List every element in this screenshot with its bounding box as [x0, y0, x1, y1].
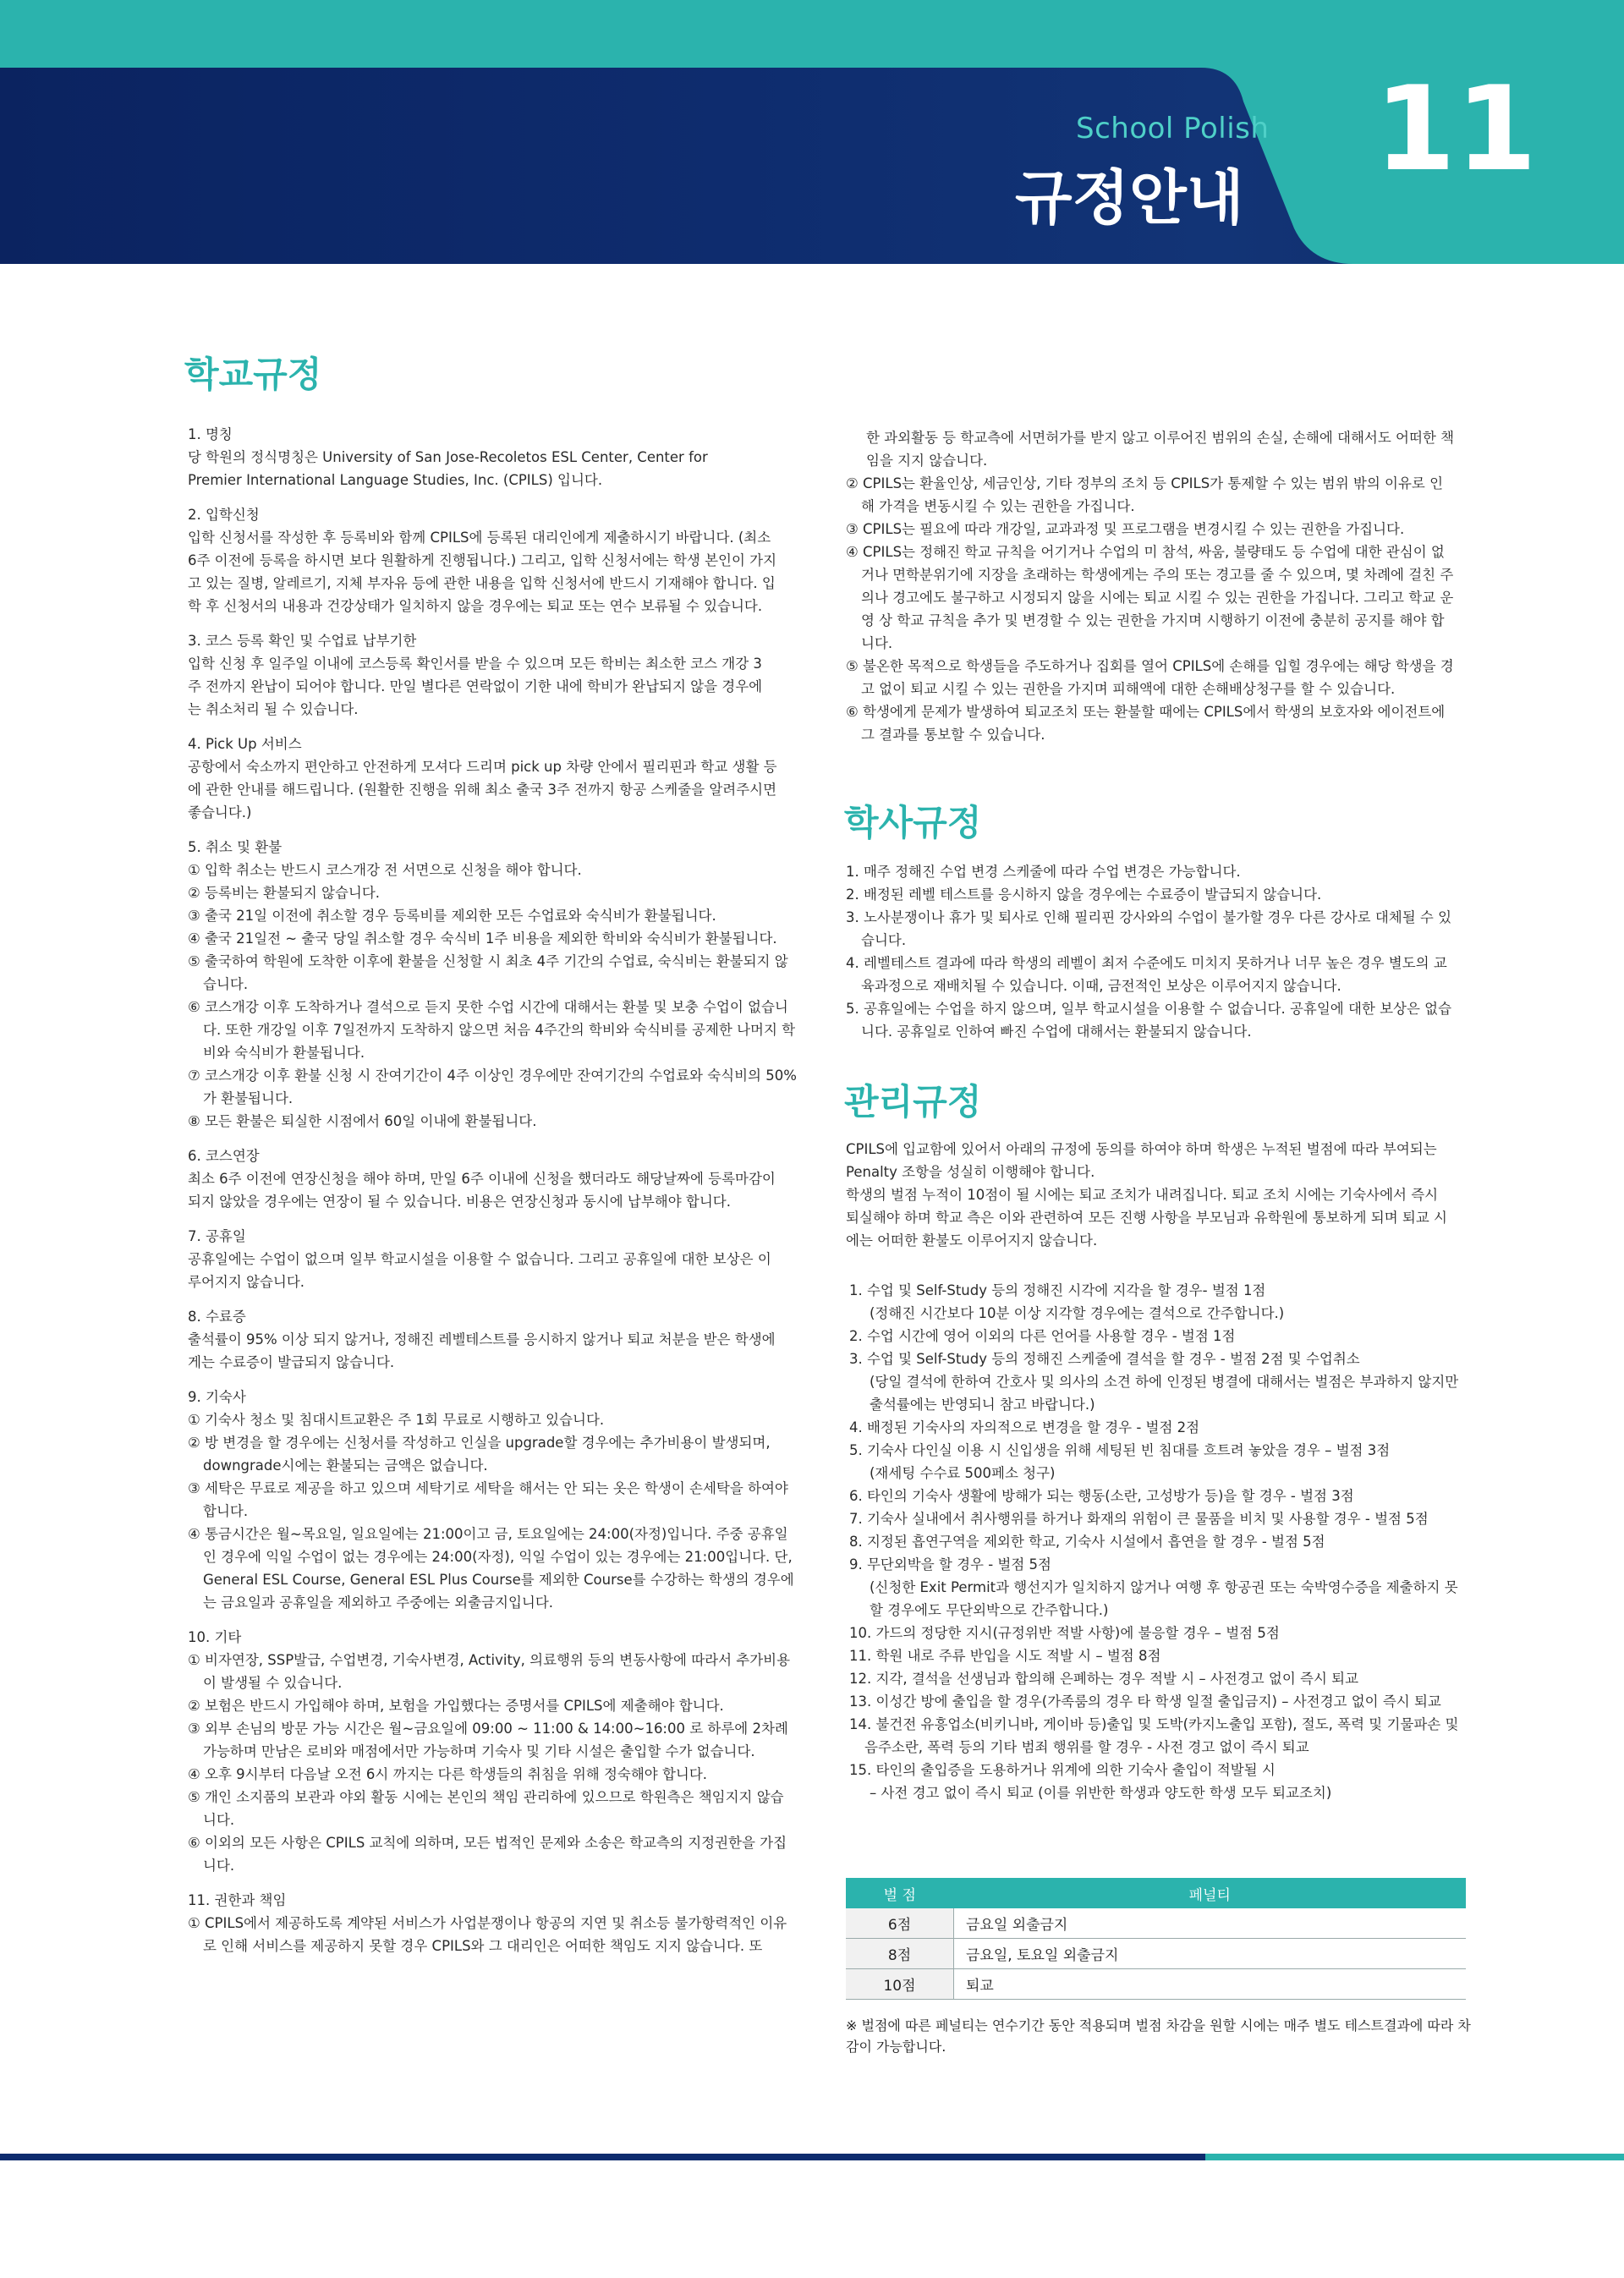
rule-text: ① 비자연장, SSP발급, 수업변경, 기숙사변경, Activity, 의료행위 등의 변동사항에 따라서 추가비용이 발생될 수 있습니다. [188, 1652, 791, 1691]
table-row [846, 1939, 1466, 1969]
rule-text: 출석률이 95% 이상 되지 않거나, 정해진 레벨테스트를 응시하지 않거나 퇴교 처분을 받은 학생에 [188, 1331, 776, 1348]
points-cell: 8점 [846, 1939, 954, 1969]
penalty-header: 페널티 [954, 1878, 1467, 1908]
rule-text: ④ 오후 9시부터 다음날 오전 6시 까지는 다른 학생들의 취침을 위해 정숙해야 합니다. [188, 1766, 708, 1782]
management-intro [846, 1138, 1455, 1252]
header-subtitle: School Polish [1076, 112, 1270, 145]
header-banner [0, 68, 1624, 264]
rule-text: 최소 6주 이전에 연장신청을 해야 하며, 만일 6주 이내에 신청을 했더라도 해당날짜에 등록마감이 [188, 1171, 776, 1187]
section-title-management: 관리규정 [844, 1081, 982, 1123]
list-item: 2. 수업 시간에 영어 이외의 다른 언어를 사용할 경우 - 벌점 1점 [849, 1328, 1236, 1344]
footer-bar-teal [1205, 2154, 1624, 2160]
rule-text: ③ CPILS는 필요에 따라 개강일, 교과과정 및 프로그램을 변경시킬 수 있는 권한을 가집니다. [846, 521, 1405, 537]
table-row [846, 1908, 1466, 1939]
list-item: 7. 기숙사 실내에서 취사행위를 하거나 화재의 위험이 큰 물품을 비치 및 사용할 경우 - 벌점 5점 [849, 1511, 1429, 1527]
rule-heading: 5. 취소 및 환불 [188, 839, 283, 855]
rule-text: ⑤ 출국하여 학원에 도착한 이후에 환불을 신청할 시 최초 4주 기간의 수업료, 숙식비는 환불되지 않습니다. [188, 953, 788, 992]
rule-text: ⑦ 코스개강 이후 환불 신청 시 잔여기간이 4주 이상인 경우에만 잔여기간의 수업료와 숙식비의 50%가 환불됩니다. [188, 1068, 797, 1106]
list-item: 2. 배정된 레벨 테스트를 응시하지 않을 경우에는 수료증이 발급되지 않습니다. [846, 886, 1322, 903]
page-number: 11 [1374, 68, 1538, 197]
list-item: 10. 가드의 정당한 지시(규정위반 적발 사항)에 불응할 경우 – 벌점 5점 [849, 1625, 1280, 1641]
rule-text: ④ 통금시간은 월~목요일, 일요일에는 21:00이고 금, 토요일에는 24:00(자정)입니다. 주중 공휴일인 경우에 익일 수업이 없는 경우에는 24:00(자정), 익일 수업이 있는 경우에는 21:00입니다. 단, General ESL Course, General ESL Plus Course를 제외한 Course를 수강하는 학생의 경우에는 금요일과 공휴일을 제외하고 주중에는 외출금지입니다. [188, 1526, 794, 1611]
rule-text: 좋습니다.) [188, 804, 252, 821]
rule-text: ④ CPILS는 정해진 학교 규칙을 어기거나 수업의 미 참석, 싸움, 불량태도 등 수업에 대한 관심이 없거나 면학분위기에 지장을 초래하는 학생에게는 주의 또는 경고를 줄 수 있으며, 몇 차례에 걸친 주의나 경고에도 불구하고 시정되지 않을 시에는 퇴교 시킬 수 있는 권한을 가집니다. 그리고 학교 운영 상 학교 규칙을 추가 및 변경할 수 있는 권한을 가지며 시행하기 이전에 충분히 공지를 해야 합니다. [846, 544, 1454, 651]
rule-heading: 10. 기타 [188, 1629, 242, 1645]
rule-heading: 11. 권한과 책임 [188, 1892, 287, 1908]
academic-rules-list [846, 860, 1455, 1043]
list-item: (재세팅 수수료 500페소 청구) [870, 1465, 1056, 1481]
rule-text: ⑥ 이외의 모든 사항은 CPILS 교칙에 의하며, 모든 법적인 문제와 소송은 학교측의 지정권한을 가집니다. [188, 1835, 787, 1874]
rule-text: Premier International Language Studies, Inc. (CPILS) 입니다. [188, 472, 603, 488]
list-item: 5. 기숙사 다인실 이용 시 신입생을 위해 세팅된 빈 침대를 흐트려 놓았을 경우 – 벌점 3점 [849, 1442, 1391, 1458]
list-item: 14. 불건전 유흥업소(비키니바, 게이바 등)출입 및 도박(카지노출입 포함), 절도, 폭력 및 기물파손 및 음주소란, 폭력 등의 기타 범죄 행위를 할 경우 - 사전 경고 없이 즉시 퇴교 [849, 1716, 1459, 1755]
rule-text: ③ 외부 손님의 방문 가능 시간은 월~금요일에 09:00 ~ 11:00 & 14:00~16:00 로 하루에 2차례 가능하며 만남은 로비와 매점에서만 가능하며 기숙사 및 기타 시설은 출입할 수가 없습니다. [188, 1721, 788, 1759]
list-item: 4. 레벨테스트 결과에 따라 학생의 레벨이 최저 수준에도 미치지 못하거나 너무 높은 경우 별도의 교육과정으로 재배치될 수 있습니다. 이때, 금전적인 보상은 이루어지지 않습니다. [846, 955, 1447, 994]
rule-text: ⑤ 개인 소지품의 보관과 야외 활동 시에는 본인의 책임 관리하에 있으므로 학원측은 책임지지 않습니다. [188, 1789, 784, 1828]
rule-text: 는 취소처리 될 수 있습니다. [188, 701, 359, 717]
list-item: – 사전 경고 없이 즉시 퇴교 (이를 위반한 학생과 양도한 학생 모두 퇴교조치) [870, 1785, 1332, 1801]
rule-text: 한 과외활동 등 학교측에 서면허가를 받지 않고 이루어진 범위의 손실, 손해에 대해서도 어떠한 책임을 지지 않습니다. [866, 430, 1455, 469]
table-row [846, 1969, 1466, 2000]
rule-heading: 7. 공휴일 [188, 1228, 246, 1244]
list-item: (당일 결석에 한하여 간호사 및 의사의 소견 하에 인정된 병결에 대해서는 벌점은 부과하지 않지만 출석률에는 반영되니 참고 바랍니다.) [870, 1374, 1459, 1413]
list-item: 1. 수업 및 Self-Study 등의 정해진 시각에 지각을 할 경우- 벌점 1점 [849, 1282, 1266, 1298]
rule-heading: 9. 기숙사 [188, 1389, 246, 1405]
rule-heading: 6. 코스연장 [188, 1148, 260, 1164]
list-item: 1. 매주 정해진 수업 변경 스케줄에 따라 수업 변경은 가능합니다. [846, 864, 1241, 880]
list-item: 8. 지정된 흡연구역을 제외한 학교, 기숙사 시설에서 흡연을 할 경우 - 벌점 5점 [849, 1534, 1325, 1550]
rule-text: ⑥ 코스개강 이후 도착하거나 결석으로 듣지 못한 수업 시간에 대해서는 환불 및 보충 수업이 없습니다. 또한 개강일 이후 7일전까지 도착하지 않으면 처음 4주간의 학비와 숙식비를 공제한 나머지 학비와 숙식비가 환불됩니다. [188, 999, 796, 1061]
penalty-cell: 퇴교 [954, 1969, 1467, 2000]
penalty-cell: 금요일 외출금지 [954, 1908, 1467, 1939]
rule-text: 게는 수료증이 발급되지 않습니다. [188, 1354, 395, 1370]
rule-text: ⑥ 학생에게 문제가 발생하여 퇴교조치 또는 환불할 때에는 CPILS에서 학생의 보호자와 에이전트에 그 결과를 통보할 수 있습니다. [846, 704, 1446, 743]
list-item: 11. 학원 내로 주류 반입을 시도 적발 시 – 벌점 8점 [849, 1648, 1161, 1664]
rule-text: ② 보험은 반드시 가입해야 하며, 보험을 가입했다는 증명서를 CPILS에 제출해야 합니다. [188, 1698, 724, 1714]
rule-text: 공항에서 숙소까지 편안하고 안전하게 모셔다 드리며 pick up 차량 안에서 필리핀과 학교 생활 등 [188, 759, 777, 775]
list-item: 12. 지각, 결석을 선생님과 합의해 은폐하는 경우 적발 시 – 사전경고 없이 즉시 퇴교 [849, 1671, 1359, 1687]
rule-text: ② 등록비는 환불되지 않습니다. [188, 885, 381, 901]
rule-heading: 4. Pick Up 서비스 [188, 736, 302, 752]
rule-text: ② CPILS는 환율인상, 세금인상, 기타 정부의 조치 등 CPILS가 통제할 수 있는 범위 밖의 이유로 인해 가격을 변동시킬 수 있는 권한을 가집니다. [846, 475, 1444, 514]
rules-continuation [846, 426, 1455, 746]
rule-text: ① 입학 취소는 반드시 코스개강 전 서면으로 신청을 해야 합니다. [188, 862, 582, 878]
rule-heading: 1. 명칭 [188, 426, 233, 442]
list-item: 4. 배정된 기숙사의 자의적으로 변경을 할 경우 - 벌점 2점 [849, 1419, 1200, 1435]
list-item: (신청한 Exit Permit과 행선지가 일치하지 않거나 여행 후 항공권 또는 숙박영수증을 제출하지 못할 경우에도 무단외박으로 간주합니다.) [870, 1579, 1458, 1618]
penalty-cell: 금요일, 토요일 외출금지 [954, 1939, 1467, 1969]
section-title-academic: 학사규정 [844, 802, 982, 843]
points-cell: 6점 [846, 1908, 954, 1939]
list-item: 6. 타인의 기숙사 생활에 방해가 되는 행동(소란, 고성방가 등)을 할 경우 - 벌점 3점 [849, 1488, 1354, 1504]
rule-text: ① CPILS에서 제공하도록 계약된 서비스가 사업분쟁이나 항공의 지연 및 취소등 불가항력적인 이유로 인해 서비스를 제공하지 못할 경우 CPILS와 그 대리인은 어떠한 책임도 지지 않습니다. 또 [188, 1915, 787, 1954]
rule-text: ③ 출국 21일 이전에 취소할 경우 등록비를 제외한 모든 수업료와 숙식비가 환불됩니다. [188, 908, 716, 924]
intro-text: CPILS에 입교함에 있어서 아래의 규정에 동의를 하여야 하며 학생은 누적된 벌점에 따라 부여되는 Penalty 조항을 성실히 이행해야 합니다. [846, 1141, 1437, 1180]
rule-heading: 2. 입학신청 [188, 507, 260, 523]
section-title-school-rules: 학교규정 [184, 354, 322, 395]
rule-text: ⑤ 불온한 목적으로 학생들을 주도하거나 집회를 열어 CPILS에 손해를 입힐 경우에는 해당 학생을 경고 없이 퇴교 시킬 수 있는 권한을 가지며 피해액에 대한 손해배상청구를 할 수 있습니다. [846, 658, 1454, 697]
rule-text: ④ 출국 21일전 ~ 출국 당일 취소할 경우 숙식비 1주 비용을 제외한 학비와 숙식비가 환불됩니다. [188, 930, 777, 947]
footer-bar-navy [0, 2154, 1205, 2160]
rule-text: ① 기숙사 청소 및 침대시트교환은 주 1회 무료로 시행하고 있습니다. [188, 1412, 605, 1428]
points-header: 벌 점 [846, 1878, 954, 1908]
rule-text: ⑧ 모든 환불은 퇴실한 시점에서 60일 이내에 환불됩니다. [188, 1113, 537, 1129]
school-rules-column [188, 423, 797, 1957]
list-item: (정해진 시간보다 10분 이상 지각할 경우에는 결석으로 간주합니다.) [870, 1305, 1285, 1321]
top-accent-bar [0, 0, 1624, 68]
intro-text: 학생의 벌점 누적이 10점이 될 시에는 퇴교 조치가 내려집니다. 퇴교 조치 시에는 기숙사에서 즉시 퇴실해야 하며 학교 측은 이와 관련하여 모든 진행 사항을 부모님과 유학원에 통보하게 되며 퇴교 시에는 어떠한 환불도 이루어지지 않습니다. [846, 1187, 1447, 1249]
management-rules-list [849, 1279, 1467, 1804]
rule-text: 당 학원의 정식명칭은 University of San Jose-Recoletos ESL Center, Center for [188, 449, 708, 465]
rule-text: 에 관한 안내를 해드립니다. (원활한 진행을 위해 최소 출국 3주 전까지 항공 스케줄을 알려주시면 [188, 782, 777, 798]
penalty-note: ※ 벌점에 따른 페널티는 연수기간 동안 적용되며 벌점 차감을 원할 시에는 매주 별도 테스트결과에 따라 차감이 가능합니다. [846, 2017, 1471, 2055]
list-item: 9. 무단외박을 할 경우 - 벌점 5점 [849, 1556, 1051, 1573]
list-item: 5. 공휴일에는 수업을 하지 않으며, 일부 학교시설을 이용할 수 없습니다. 공휴일에 대한 보상은 없습니다. 공휴일로 인하여 빠진 수업에 대해서는 환불되지 않습니다. [846, 1001, 1452, 1040]
rule-text: 주 전까지 완납이 되어야 합니다. 만일 별다른 연락없이 기한 내에 학비가 완납되지 않을 경우에 [188, 678, 763, 694]
penalty-table-header [846, 1878, 1466, 1908]
list-item: 13. 이성간 방에 출입을 할 경우(가족룸의 경우 타 학생 일절 출입금지) – 사전경고 없이 즉시 퇴교 [849, 1693, 1441, 1710]
rule-text: 6주 이전에 등록을 하시면 보다 원활하게 진행됩니다.) 그리고, 입학 신청서에는 학생 본인이 가지 [188, 552, 777, 568]
rule-heading: 3. 코스 등록 확인 및 수업료 납부기한 [188, 633, 417, 649]
rule-text: ③ 세탁은 무료로 제공을 하고 있으며 세탁기로 세탁을 해서는 안 되는 옷은 학생이 손세탁을 하여야 합니다. [188, 1480, 788, 1519]
page-title: 규정안내 [1015, 163, 1244, 233]
points-cell: 10점 [846, 1969, 954, 2000]
rule-text: 고 있는 질병, 알레르기, 지체 부자유 등에 관한 내용을 입학 신청서에 반드시 기재해야 합니다. 입 [188, 575, 776, 591]
rule-text: 학 후 신청서의 내용과 건강상태가 일치하지 않을 경우에는 퇴교 또는 연수 보류될 수 있습니다. [188, 598, 763, 614]
rule-text: 공휴일에는 수업이 없으며 일부 학교시설을 이용할 수 없습니다. 그리고 공휴일에 대한 보상은 이 [188, 1251, 771, 1267]
penalty-table [846, 1878, 1466, 2000]
list-item: 3. 수업 및 Self-Study 등의 정해진 스케줄에 결석을 할 경우 - 벌점 2점 및 수업취소 [849, 1351, 1360, 1367]
rule-text: 루어지지 않습니다. [188, 1274, 305, 1290]
rule-text: 되지 않았을 경우에는 연장이 될 수 있습니다. 비용은 연장신청과 동시에 납부해야 합니다. [188, 1194, 731, 1210]
rule-text: ② 방 변경을 할 경우에는 신청서를 작성하고 인실을 upgrade할 경우에는 추가비용이 발생되며, downgrade시에는 환불되는 금액은 없습니다. [188, 1435, 771, 1474]
rule-text: 입학 신청서를 작성한 후 등록비와 함께 CPILS에 등록된 대리인에게 제출하시기 바랍니다. (최소 [188, 530, 771, 546]
rule-text: 입학 신청 후 일주일 이내에 코스등록 확인서를 받을 수 있으며 모든 학비는 최소한 코스 개강 3 [188, 656, 762, 672]
list-item: 3. 노사분쟁이나 휴가 및 퇴사로 인해 필리핀 강사와의 수업이 불가할 경우 다른 강사로 대체될 수 있습니다. [846, 909, 1452, 948]
rule-heading: 8. 수료증 [188, 1309, 246, 1325]
list-item: 15. 타인의 출입증을 도용하거나 위계에 의한 기숙사 출입이 적발될 시 [849, 1762, 1276, 1778]
